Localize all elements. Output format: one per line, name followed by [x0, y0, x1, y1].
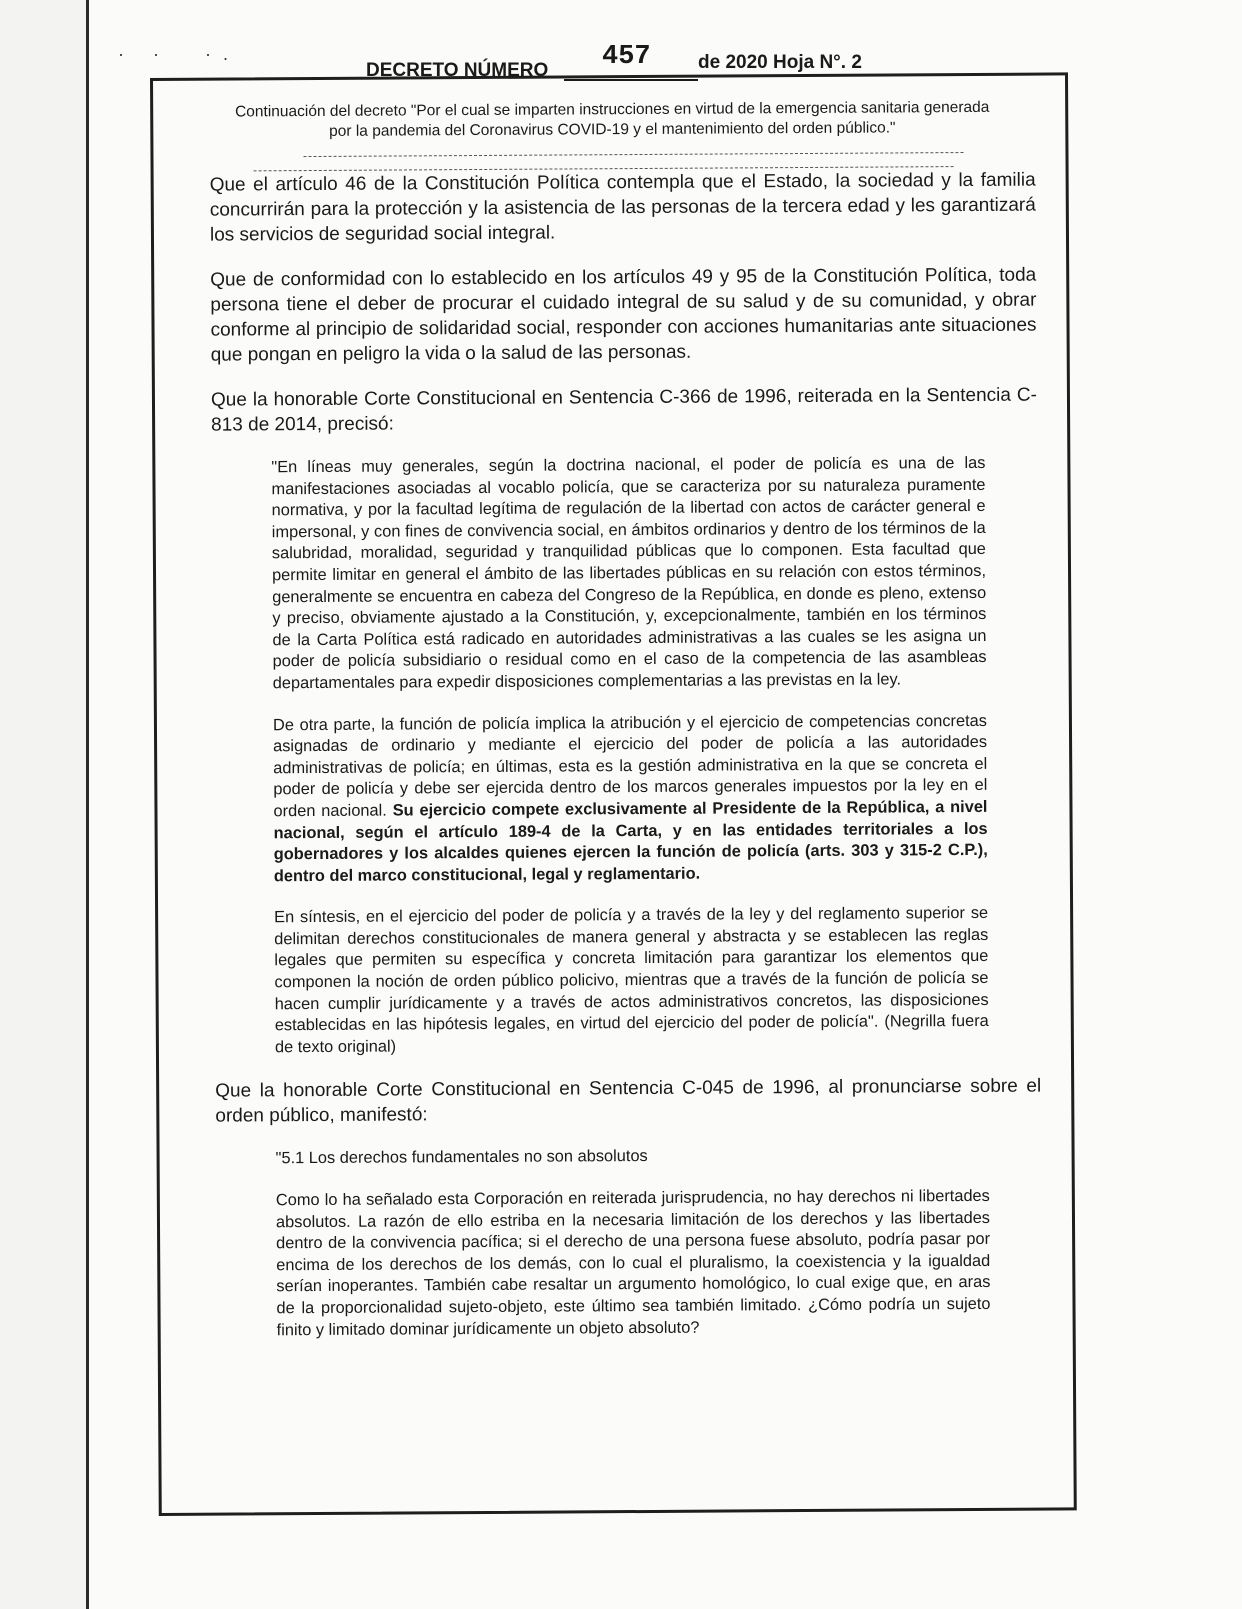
quote-paragraph-3: En síntesis, en el ejercicio del poder de policía y a través de la ley y del reglamento superior se delimitan derechos constitucionales de manera general y abstracta y se establecen las reglas legales que permiten su específica y concreta limitación para garantizar los elementos que componen la noción de orden público policivo, mientras que a través de la función de policía se hacen cumplir jurídicamente y a través de actos administrativos concretos, las disposiciones establecidas en las hipótesis legales, en virtud del ejercicio del poder de policía". (Negrilla fuera de texto original): [274, 904, 989, 1057]
quote-heading-5-1: "5.1 Los derechos fundamentales no son absolutos: [275, 1147, 648, 1168]
paragraph-sentencia-c045: Que la honorable Corte Constitucional en Sentencia C-045 de 1996, al pronunciarse sobre el orden público, manifestó:: [215, 1076, 1042, 1128]
subtitle-line-2: por la pandemia del Coronavirus COVID-19 y el mantenimiento del orden público.": [329, 119, 896, 140]
paragraph-sentencia-c366: Que la honorable Corte Constitucional en Sentencia C-366 de 1996, reiterada en la Sentencia C-813 de 2014, precisó:: [210, 384, 1038, 436]
quote-paragraph-2-text: De otra parte, la función de policía implica la atribución y el ejercicio de competencias concretas asignadas de ordinario y mediante el ejercicio del poder de policía a las autoridades administrativas de policía; en últimas, esta es la gestión administrativa en la que se concreta el poder de policía y debe ser ejercida dentro de los marcos generales impuestos por la ley en el orden nacional.: [272, 711, 988, 821]
subtitle-divider-top: [303, 152, 963, 157]
quote-sentencia-c366: [271, 453, 989, 1059]
quote-body-5-1: Como lo ha señalado esta Corporación en reiterada jurisprudencia, no hay derechos ni libertades absolutos. La razón de ello estriba en la necesaria limitación de los derechos y las libertades dentro de la convivencia pacífica; si el derecho de una persona fuese absoluto, podría pasar por encima de los derechos de los demás, con lo cual el pluralismo, la coexistencia y la igualdad serían inoperantes. También cabe resaltar un argumento homológico, lo cual exige que, en aras de la proporcionalidad sujeto-objeto, este último sea también limitado. ¿Cómo podría un sujeto finito y limitado dominar jurídicamente un objeto absoluto?: [275, 1186, 991, 1339]
paragraph-article-46: Que el artículo 46 de la Constitución Política contempla que el Estado, la sociedad y la familia concurrirán para la protección y la asistencia de las personas de la tercera edad y les garantizará los servicios de seguridad social integral.: [209, 169, 1036, 246]
quote-paragraph-1: "En líneas muy generales, según la doctrina nacional, el poder de policía es una de las manifestaciones asociadas al vocablo policía, que se caracteriza por su naturaleza puramente normativa, y por la facultad legítima de regulación de la libertad con actos de carácter general e impersonal, y con fines de convivencia social, en ámbitos ordinarios y dentro de los términos de la salubridad, moralidad, seguridad y tranquilidad públicas que lo componen. Esta facultad que permite limitar en general el ámbito de las libertades públicas en su relación con estos términos, generalmente se encuentra en cabeza del Congreso de la República, en donde es pleno, extenso y preciso, obviamente ajustado a la Constitución, y, excepcionalmente, también en los términos de la Carta Política está radicado en autoridades administrativas a las cuales se les asigna un poder de policía subsidiario o residual como en el caso de la competencia de las asambleas departamentales para expedir disposiciones complementarias a las previstas en la ley.: [271, 453, 987, 693]
decree-body: [210, 168, 1043, 1362]
decree-year-sheet: de 2020 Hoja N°. 2: [698, 52, 862, 73]
decree-number: 457: [602, 42, 651, 72]
quote-sentencia-c045: [276, 1144, 991, 1341]
decree-label: DECRETO NÚMERO: [366, 60, 549, 81]
paragraph-articles-49-95: Que de conformidad con lo establecido en los artículos 49 y 95 de la Constitución Política, toda persona tiene el deber de procurar el cuidado integral de su salud y de su comunidad, y obrar conforme al principio de solidaridad social, responder con acciones humanitarias ante situaciones que pongan en peligro la vida o la salud de las personas.: [210, 264, 1037, 366]
continuation-subtitle: [197, 98, 1027, 143]
subtitle-line-1: Continuación del decreto "Por el cual se imparten instrucciones en virtud de la emergencia sanitaria generada: [235, 98, 990, 121]
quote-paragraph-2-bold: Su ejercicio compete exclusivamente al Presidente de la República, a nivel nacional, según el artículo 189-4 de la Carta, y en las entidades territoriales a los gobernadores y los alcaldes quienes ejercen la función de policía (arts. 303 y 315-2 C.P.), dentro del marco constitucional, legal y reglamentario.: [273, 797, 988, 885]
content-frame: [150, 72, 1077, 1516]
quote-paragraph-2: [273, 710, 988, 887]
scan-specks: · · ·.: [118, 44, 240, 64]
